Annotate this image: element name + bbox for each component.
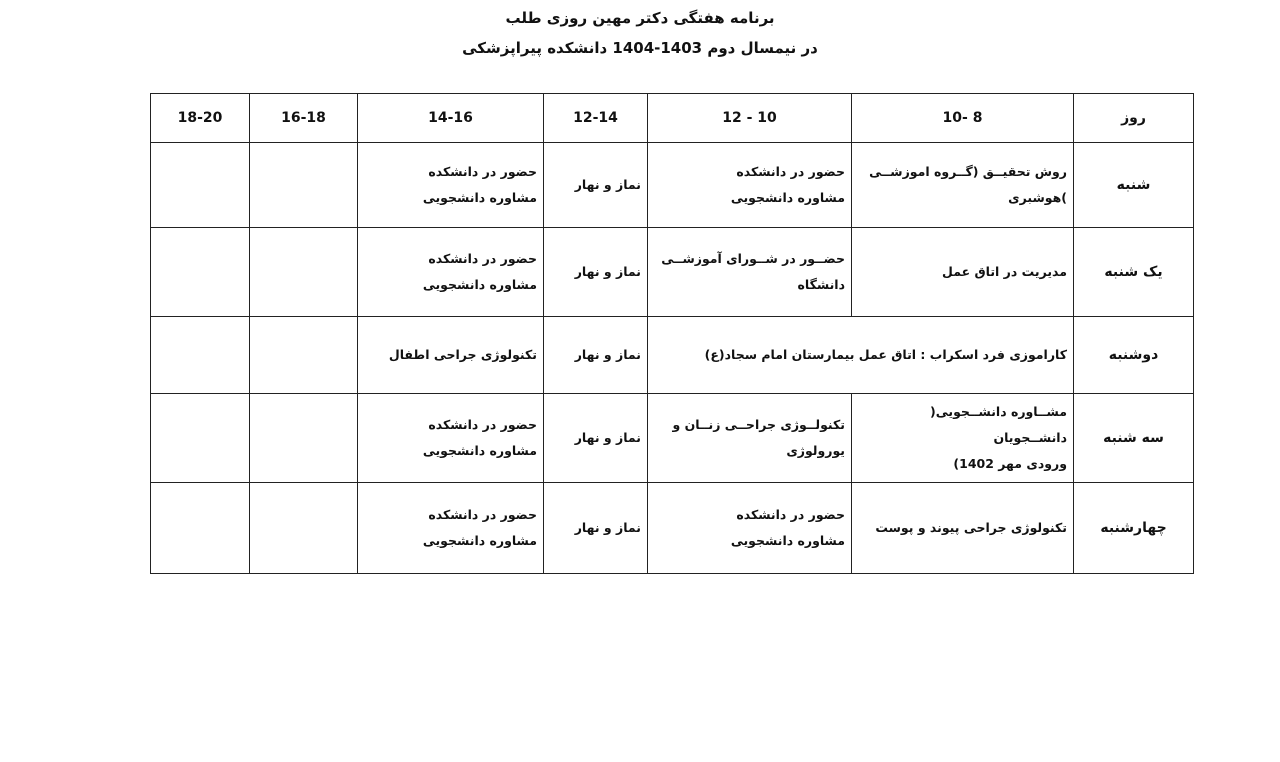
header-row [151,94,1194,143]
cell-10-12: حضور در دانشکده مشاوره دانشجویی [648,483,852,574]
cell-14-16: حضور در دانشکده مشاوره دانشجویی [358,143,544,228]
cell-12-14: نماز و نهار [544,143,648,228]
table-row [151,483,1194,574]
document-title: برنامه هفتگی دکتر مهین روزی طلب [505,9,775,27]
col-header-14-16: 14-16 [358,94,544,143]
cell-8-10: تکنولوژی جراحی پیوند و پوست [852,483,1074,574]
day-cell: یک شنبه [1074,228,1194,317]
col-header-day: روز [1074,94,1194,143]
cell-10-12: حضور در دانشکده مشاوره دانشجویی [648,143,852,228]
day-cell: سه شنبه [1074,394,1194,483]
day-cell: دوشنبه [1074,317,1194,394]
cell-16-18 [250,317,358,394]
cell-14-16: تکنولوژی جراحی اطفال [358,317,544,394]
cell-16-18 [250,143,358,228]
cell-8-10: مدیریت در اتاق عمل [852,228,1074,317]
cell-12-14: نماز و نهار [544,483,648,574]
weekly-schedule-table [150,93,1194,574]
cell-14-16: حضور در دانشکده مشاوره دانشجویی [358,394,544,483]
cell-12-14: نماز و نهار [544,317,648,394]
cell-18-20 [151,228,250,317]
col-header-10-12: 10 - 12 [648,94,852,143]
cell-18-20 [151,143,250,228]
col-header-16-18: 16-18 [250,94,358,143]
cell-8-10: مشــاوره دانشــجویی( دانشــجویان ورودی مهر 1402) [852,394,1074,483]
cell-14-16: حضور در دانشکده مشاوره دانشجویی [358,228,544,317]
cell-18-20 [151,317,250,394]
cell-18-20 [151,483,250,574]
cell-8-10: روش تحقیــق (گــروه اموزشــی )هوشبری [852,143,1074,228]
cell-10-12: حضــور در شــورای آموزشــی دانشگاه [648,228,852,317]
cell-10-12: تکنولــوژی جراحــی زنــان و یورولوژی [648,394,852,483]
table-row [151,317,1194,394]
cell-12-14: نماز و نهار [544,394,648,483]
table-row [151,394,1194,483]
day-cell: شنبه [1074,143,1194,228]
table-row [151,228,1194,317]
cell-12-14: نماز و نهار [544,228,648,317]
day-cell: چهارشنبه [1074,483,1194,574]
cell-16-18 [250,394,358,483]
col-header-8-10: 8 -10 [852,94,1074,143]
cell-14-16: حضور در دانشکده مشاوره دانشجویی [358,483,544,574]
document-subtitle: در نیمسال دوم 1403-1404 دانشکده پیراپزشکی [462,39,818,57]
cell-18-20 [151,394,250,483]
cell-16-18 [250,228,358,317]
cell-8-12-merged: کاراموزی فرد اسکراب : اتاق عمل بیمارستان امام سجاد(ع) [648,317,1074,394]
col-header-12-14: 12-14 [544,94,648,143]
cell-16-18 [250,483,358,574]
col-header-18-20: 18-20 [151,94,250,143]
table-row [151,143,1194,228]
